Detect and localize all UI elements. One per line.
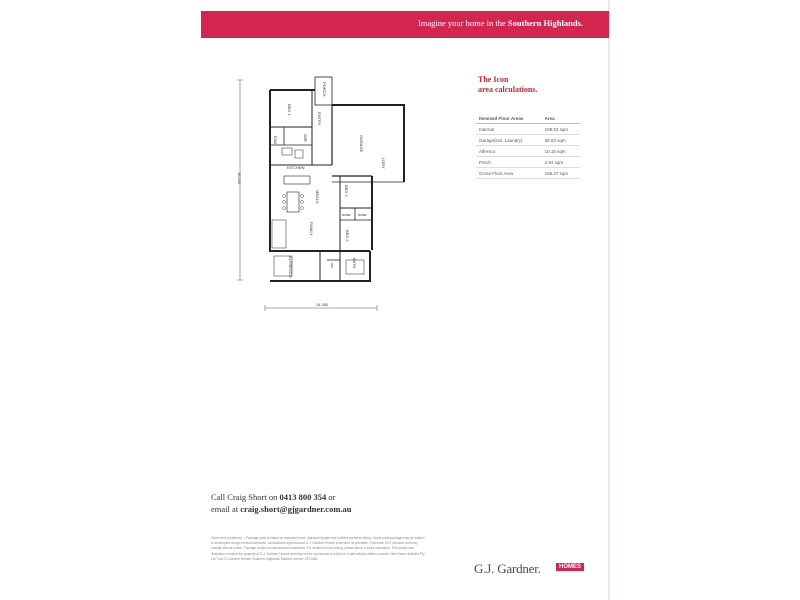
area-table (476, 114, 580, 179)
room-label-bed3: BED 3 (344, 185, 349, 197)
table-cell: 38.63 sqm (542, 135, 580, 146)
dimension-width: 14,300 (316, 302, 329, 307)
banner-tagline: Imagine your home in the Southern Highlands. (417, 18, 583, 28)
table-cell: 10.15 sqm (542, 146, 580, 157)
table-cell: 108.53 sqm (542, 124, 580, 135)
room-label-alfresco: ALFRESCO (288, 256, 293, 278)
table-row (476, 157, 580, 168)
area-title (478, 75, 537, 95)
room-label-wir: WIR (303, 134, 308, 142)
contact-email-line: email at craig.short@gjgardner.com.au (211, 504, 352, 514)
room-label-robe-1: ROBE (342, 213, 351, 217)
room-label-robe-2: ROBE (358, 213, 367, 217)
table-cell: Porch (476, 157, 542, 168)
room-label-wc: WC (330, 263, 334, 268)
room-label-ens: ENS (273, 136, 278, 145)
table-cell: Garage(incl. Laundry) (476, 135, 542, 146)
table-cell: Alfresco (476, 146, 542, 157)
table-row (476, 124, 580, 135)
contact-phone-line: Call Craig Short on 0413 800 354 or (211, 492, 336, 502)
room-label-bed2: BED 2 (345, 230, 350, 242)
page-edge (608, 0, 610, 600)
area-title-line-2: area calculations. (478, 85, 538, 94)
room-label-entry: ENTRY (317, 112, 322, 126)
room-label-bath: BATH (352, 258, 357, 269)
room-label-kitchen: KITCHEN (287, 165, 305, 170)
table-header-row (476, 114, 580, 124)
table-row (476, 146, 580, 157)
contact-block (211, 491, 352, 515)
logo-homes-tag: HOMES (556, 563, 584, 571)
area-title-line-1: The Icon (478, 75, 509, 84)
room-label-porch: PORCH (322, 82, 327, 97)
email-link[interactable]: craig.short@gjgardner.com.au (240, 504, 352, 514)
column-header: Area (542, 114, 580, 124)
room-label-bed1: BED 1 (287, 104, 292, 116)
dimension-height: 16,250 (237, 172, 242, 185)
table-row (476, 135, 580, 146)
phone-link[interactable]: 0413 800 354 (279, 492, 327, 502)
room-label-meals: MEALS (315, 190, 320, 204)
table-cell: Gross Floor Area (476, 168, 542, 179)
column-header: Itemised Floor Areas (476, 114, 542, 124)
floor-plan-drawing (232, 70, 422, 320)
floor-plan (232, 70, 422, 320)
header-banner (201, 11, 609, 38)
room-label-garage: GARAGE (359, 135, 364, 153)
company-logo: G.J. Gardner. (474, 561, 541, 576)
table-row (476, 168, 580, 179)
table-cell: 2.94 sqm (542, 157, 580, 168)
disclaimer-text: Terms and conditions* – Package price is based on standard home, standard façade and builders preferred siting. House price/package may be subject to developers design review/covenants, council/bank approval and G.J. Gardner Homes procedure at purchase. Prices are GST inclusive and may change without notice. Package subject to land deposit constraints. For detailed home pricing, please talk to a sales consultant. This design and illustration remains the property of G.J. Gardner Homes and may not be reproduced in whole or in part without written consent. New Haven Builders Pty Ltd T/as GJ Gardner Homes Southern Highlands Builders licence: 157148C (211, 536, 425, 561)
table-cell: 156.27 sqm (542, 168, 580, 179)
room-label-family: FAMILY (309, 222, 314, 236)
table-cell: Internal (476, 124, 542, 135)
room-label-ldry: LDRY (381, 158, 386, 169)
